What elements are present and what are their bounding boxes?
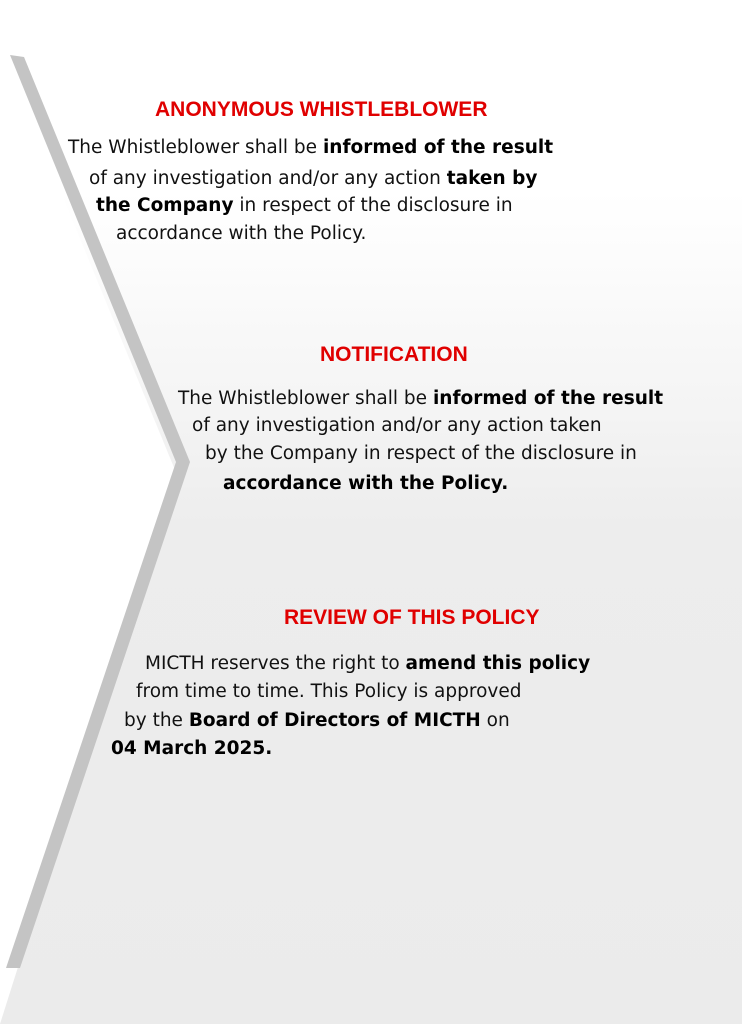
body-line [111, 737, 272, 761]
body-line [136, 680, 521, 704]
body-text-bold: informed of the result [432, 388, 664, 409]
body-text-bold: informed of the result [322, 137, 554, 158]
body-text: by the [124, 710, 189, 731]
body-line [68, 136, 553, 160]
heading-anonymous-whistleblower: ANONYMOUS WHISTLEBLOWER [155, 98, 488, 121]
body-line [205, 442, 637, 466]
body-text-bold: accordance with the Policy. [223, 473, 509, 494]
body-line [124, 709, 510, 733]
body-line [178, 387, 663, 411]
body-text: of any investigation and/or any action [89, 168, 447, 189]
body-text-bold: amend this policy [405, 653, 591, 674]
body-text-bold: 04 March 2025. [111, 738, 273, 759]
body-line [89, 167, 537, 191]
body-text: accordance with the Policy. [116, 223, 367, 244]
body-line [116, 222, 366, 246]
body-text: on [480, 710, 510, 731]
body-line [96, 194, 513, 218]
body-text: The Whistleblower shall be [178, 388, 433, 409]
heading-notification: NOTIFICATION [320, 343, 468, 366]
body-text: in respect of the disclosure in [233, 195, 513, 216]
body-text: by the Company in respect of the disclosure in [205, 443, 637, 464]
body-text-bold: taken by [446, 168, 538, 189]
body-text: from time to time. This Policy is approved [136, 681, 522, 702]
body-text-bold: the Company [96, 195, 234, 216]
body-text: MICTH reserves the right to [145, 653, 406, 674]
heading-review-of-this-policy: REVIEW OF THIS POLICY [284, 606, 540, 629]
body-text: of any investigation and/or any action taken [192, 415, 602, 436]
body-line [145, 652, 590, 676]
body-text-bold: Board of Directors of MICTH [188, 710, 481, 731]
body-line [192, 414, 602, 438]
body-text: The Whistleblower shall be [68, 137, 323, 158]
body-line [223, 472, 508, 496]
